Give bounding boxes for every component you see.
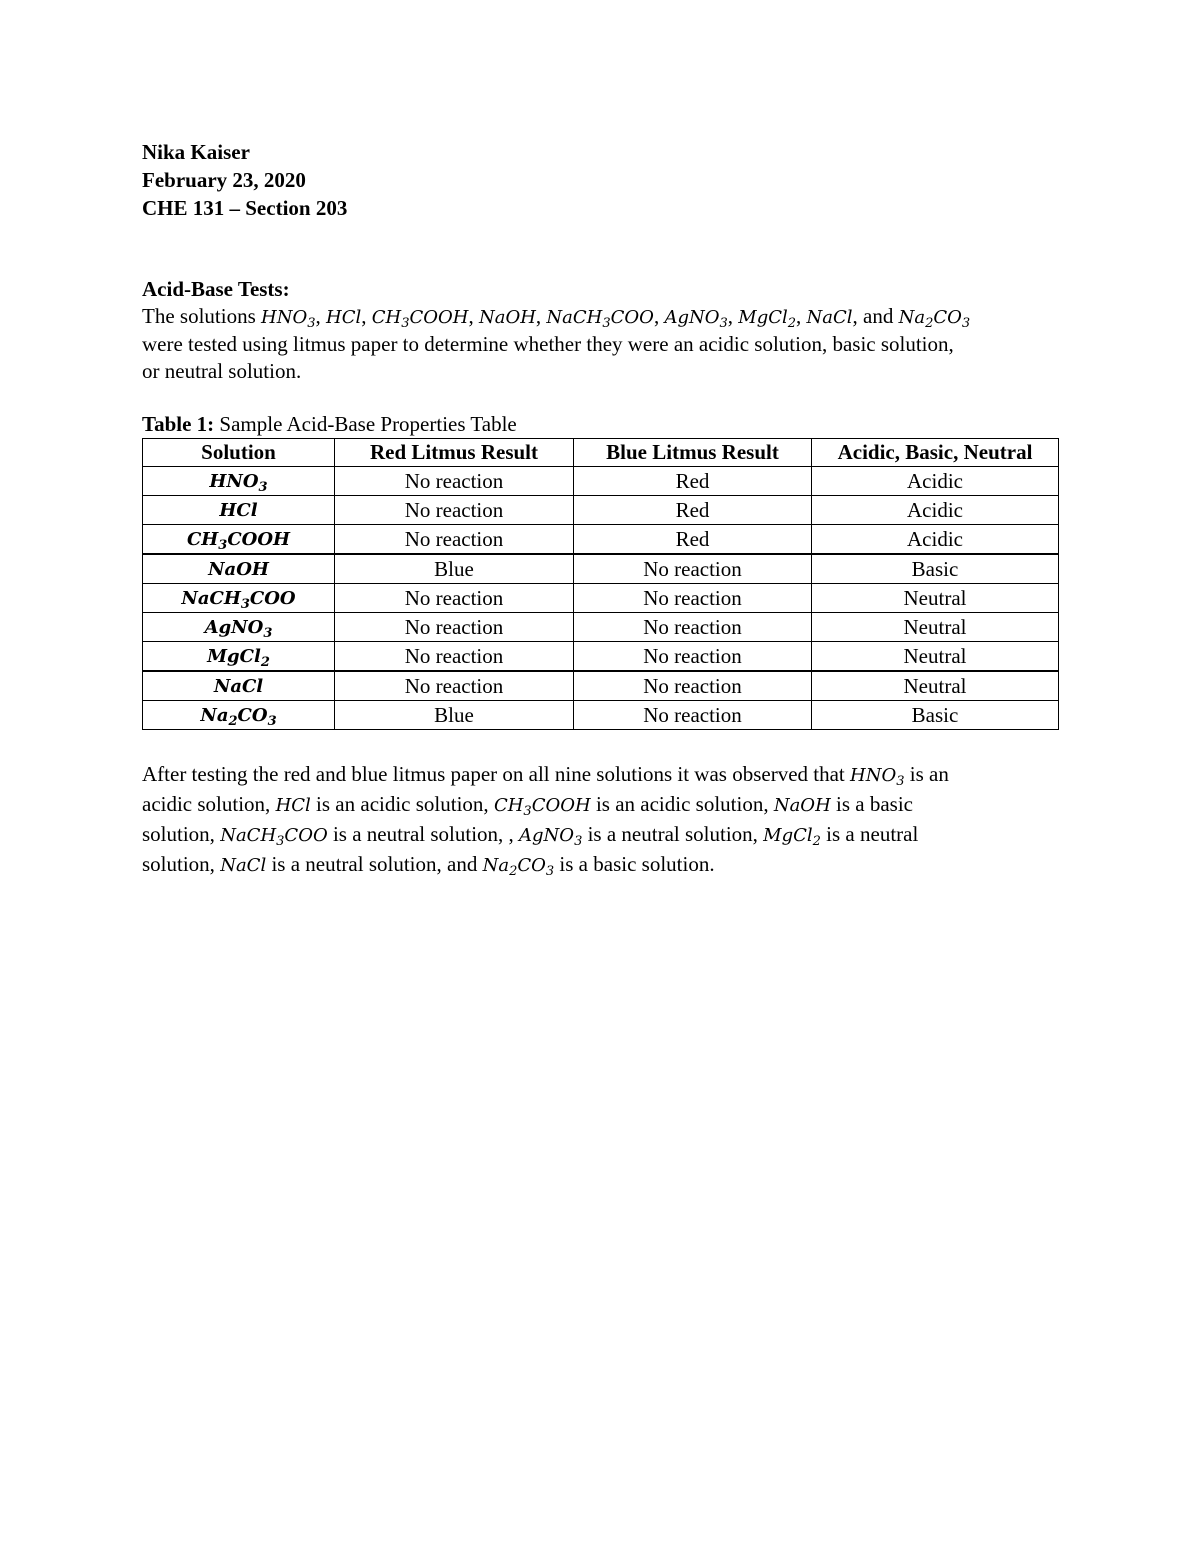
conclusion-chemical <box>774 792 831 816</box>
chemical-formula: MgCl$_2$ <box>738 307 797 331</box>
cell-solution <box>143 671 335 701</box>
cell-classification: Neutral <box>812 642 1059 672</box>
chemical-formula: $CH_3COOH$ <box>493 795 591 819</box>
cell-solution <box>143 584 335 613</box>
conclusion-chemical <box>276 792 311 816</box>
conclusion-chemical <box>220 852 266 876</box>
cell-red-litmus: Blue <box>335 554 574 584</box>
chemical-formula: NaCl <box>220 855 267 876</box>
cell-solution <box>143 701 335 730</box>
table-body <box>143 467 1059 730</box>
conclusion-paragraph: After testing the red and blue litmus paper on all nine solutions it was observed that $HNO_3$ is an acidic solution, HCl is an acidic solution, $CH_3COOH$ is an acidic solution, NaOH is a basic solution, NaCH$_3$COO is a neutral solution, , AgNO$_3$ is a neutral solution, MgCl$_2$ is a neutral solution, NaCl is a neutral solution, and $Na_2CO_3$ is a basic solution. <box>142 762 949 879</box>
chemical-formula: $Na_2CO_3$ <box>898 307 971 331</box>
table-row <box>143 584 1059 613</box>
conclusion-chemical <box>482 852 555 879</box>
conclusion-chemical <box>519 822 583 849</box>
chemical-formula: HCl <box>219 500 258 521</box>
conclusion-chemical <box>763 822 821 849</box>
cell-blue-litmus: No reaction <box>574 671 812 701</box>
chemical-formula: AgNO$_3$ <box>519 825 583 849</box>
table-row <box>143 525 1059 555</box>
cell-classification: Acidic <box>812 467 1059 496</box>
cell-red-litmus: No reaction <box>335 496 574 525</box>
cell-red-litmus: No reaction <box>335 467 574 496</box>
cell-red-litmus: No reaction <box>335 671 574 701</box>
cell-blue-litmus: No reaction <box>574 613 812 642</box>
cell-classification: Acidic <box>812 496 1059 525</box>
cell-classification: Neutral <box>812 671 1059 701</box>
intro-paragraph: The solutions $HNO_3$, HCl, $CH_3COOH$, NaOH, NaCH$_3$COO, AgNO$_3$, MgCl$_2$, NaCl, and $Na_2CO_3$ were tested using litmus paper to determine whether they were an acidic solution, basic solution, or neutral solution. <box>142 304 971 383</box>
chemical-formula: $HNO_3$ <box>850 765 905 789</box>
chemical-formula: NaOH <box>208 559 269 580</box>
document-date: February 23, 2020 <box>142 168 306 192</box>
cell-solution <box>143 525 335 555</box>
table-row <box>143 554 1059 584</box>
cell-blue-litmus: Red <box>574 525 812 555</box>
conclusion-chemical <box>220 822 328 849</box>
cell-blue-litmus: No reaction <box>574 554 812 584</box>
table-row <box>143 496 1059 525</box>
cell-blue-litmus: No reaction <box>574 642 812 672</box>
chemical-formula: NaCH$_3$COO <box>220 825 328 849</box>
chemical-formula: NaOH <box>478 307 536 328</box>
header-solution: Solution <box>143 439 335 467</box>
chemical-formula: NaOH <box>773 795 831 816</box>
document-page <box>142 138 1062 880</box>
chemical-formula: NaCl <box>806 307 853 328</box>
conclusion-chemical <box>850 762 905 789</box>
chemical-formula: MgCl$_2$ <box>207 646 270 670</box>
chemical-formula: HCl <box>326 307 362 328</box>
chemical-formula: $Na_2CO_3$ <box>200 705 277 729</box>
chemical-formula: $HNO_3$ <box>209 471 268 495</box>
table-row <box>143 671 1059 701</box>
header-red-litmus: Red Litmus Result <box>335 439 574 467</box>
cell-classification: Basic <box>812 701 1059 730</box>
chemical-formula: HCl <box>275 795 311 816</box>
acid-base-table <box>142 438 1059 730</box>
chemical-formula: NaCH$_3$COO <box>181 588 296 612</box>
cell-classification: Acidic <box>812 525 1059 555</box>
cell-blue-litmus: No reaction <box>574 701 812 730</box>
table-row <box>143 613 1059 642</box>
cell-solution <box>143 554 335 584</box>
cell-red-litmus: Blue <box>335 701 574 730</box>
chemical-formula: $Na_2CO_3$ <box>482 855 555 879</box>
cell-red-litmus: No reaction <box>335 525 574 555</box>
table-row <box>143 701 1059 730</box>
chemical-formula: NaCH$_3$COO <box>546 307 654 331</box>
table-row <box>143 467 1059 496</box>
chemical-formula: MgCl$_2$ <box>763 825 821 849</box>
table-caption: Table 1: Sample Acid-Base Properties Table <box>142 412 517 436</box>
cell-solution <box>143 642 335 672</box>
chemical-formula: AgNO$_3$ <box>204 617 273 641</box>
conclusion-chemical <box>493 792 591 819</box>
cell-red-litmus: No reaction <box>335 613 574 642</box>
header-classification: Acidic, Basic, Neutral <box>812 439 1059 467</box>
cell-blue-litmus: Red <box>574 467 812 496</box>
chemical-formula: $CH_3COOH$ <box>371 307 469 331</box>
cell-blue-litmus: Red <box>574 496 812 525</box>
intro-chemical-list: $HNO_3$, HCl, $CH_3COOH$, NaOH, NaCH$_3$COO, AgNO$_3$, MgCl$_2$, NaCl, <box>261 304 864 331</box>
author-name: Nika Kaiser <box>142 140 250 164</box>
cell-solution <box>143 467 335 496</box>
cell-solution <box>143 613 335 642</box>
chemical-formula: $HNO_3$ <box>261 307 316 331</box>
cell-classification: Basic <box>812 554 1059 584</box>
chemical-formula: $CH_3COOH$ <box>186 529 291 553</box>
chemical-formula: NaCl <box>213 676 264 697</box>
cell-classification: Neutral <box>812 584 1059 613</box>
cell-red-litmus: No reaction <box>335 642 574 672</box>
table-header-row <box>143 439 1059 467</box>
course-section: CHE 131 – Section 203 <box>142 196 348 220</box>
cell-red-litmus: No reaction <box>335 584 574 613</box>
cell-solution <box>143 496 335 525</box>
cell-classification: Neutral <box>812 613 1059 642</box>
cell-blue-litmus: No reaction <box>574 584 812 613</box>
section-title: Acid-Base Tests: <box>142 277 290 301</box>
chemical-formula: AgNO$_3$ <box>664 307 728 331</box>
table-row <box>143 642 1059 672</box>
header-blue-litmus: Blue Litmus Result <box>574 439 812 467</box>
intro-last-chemical <box>898 304 971 331</box>
